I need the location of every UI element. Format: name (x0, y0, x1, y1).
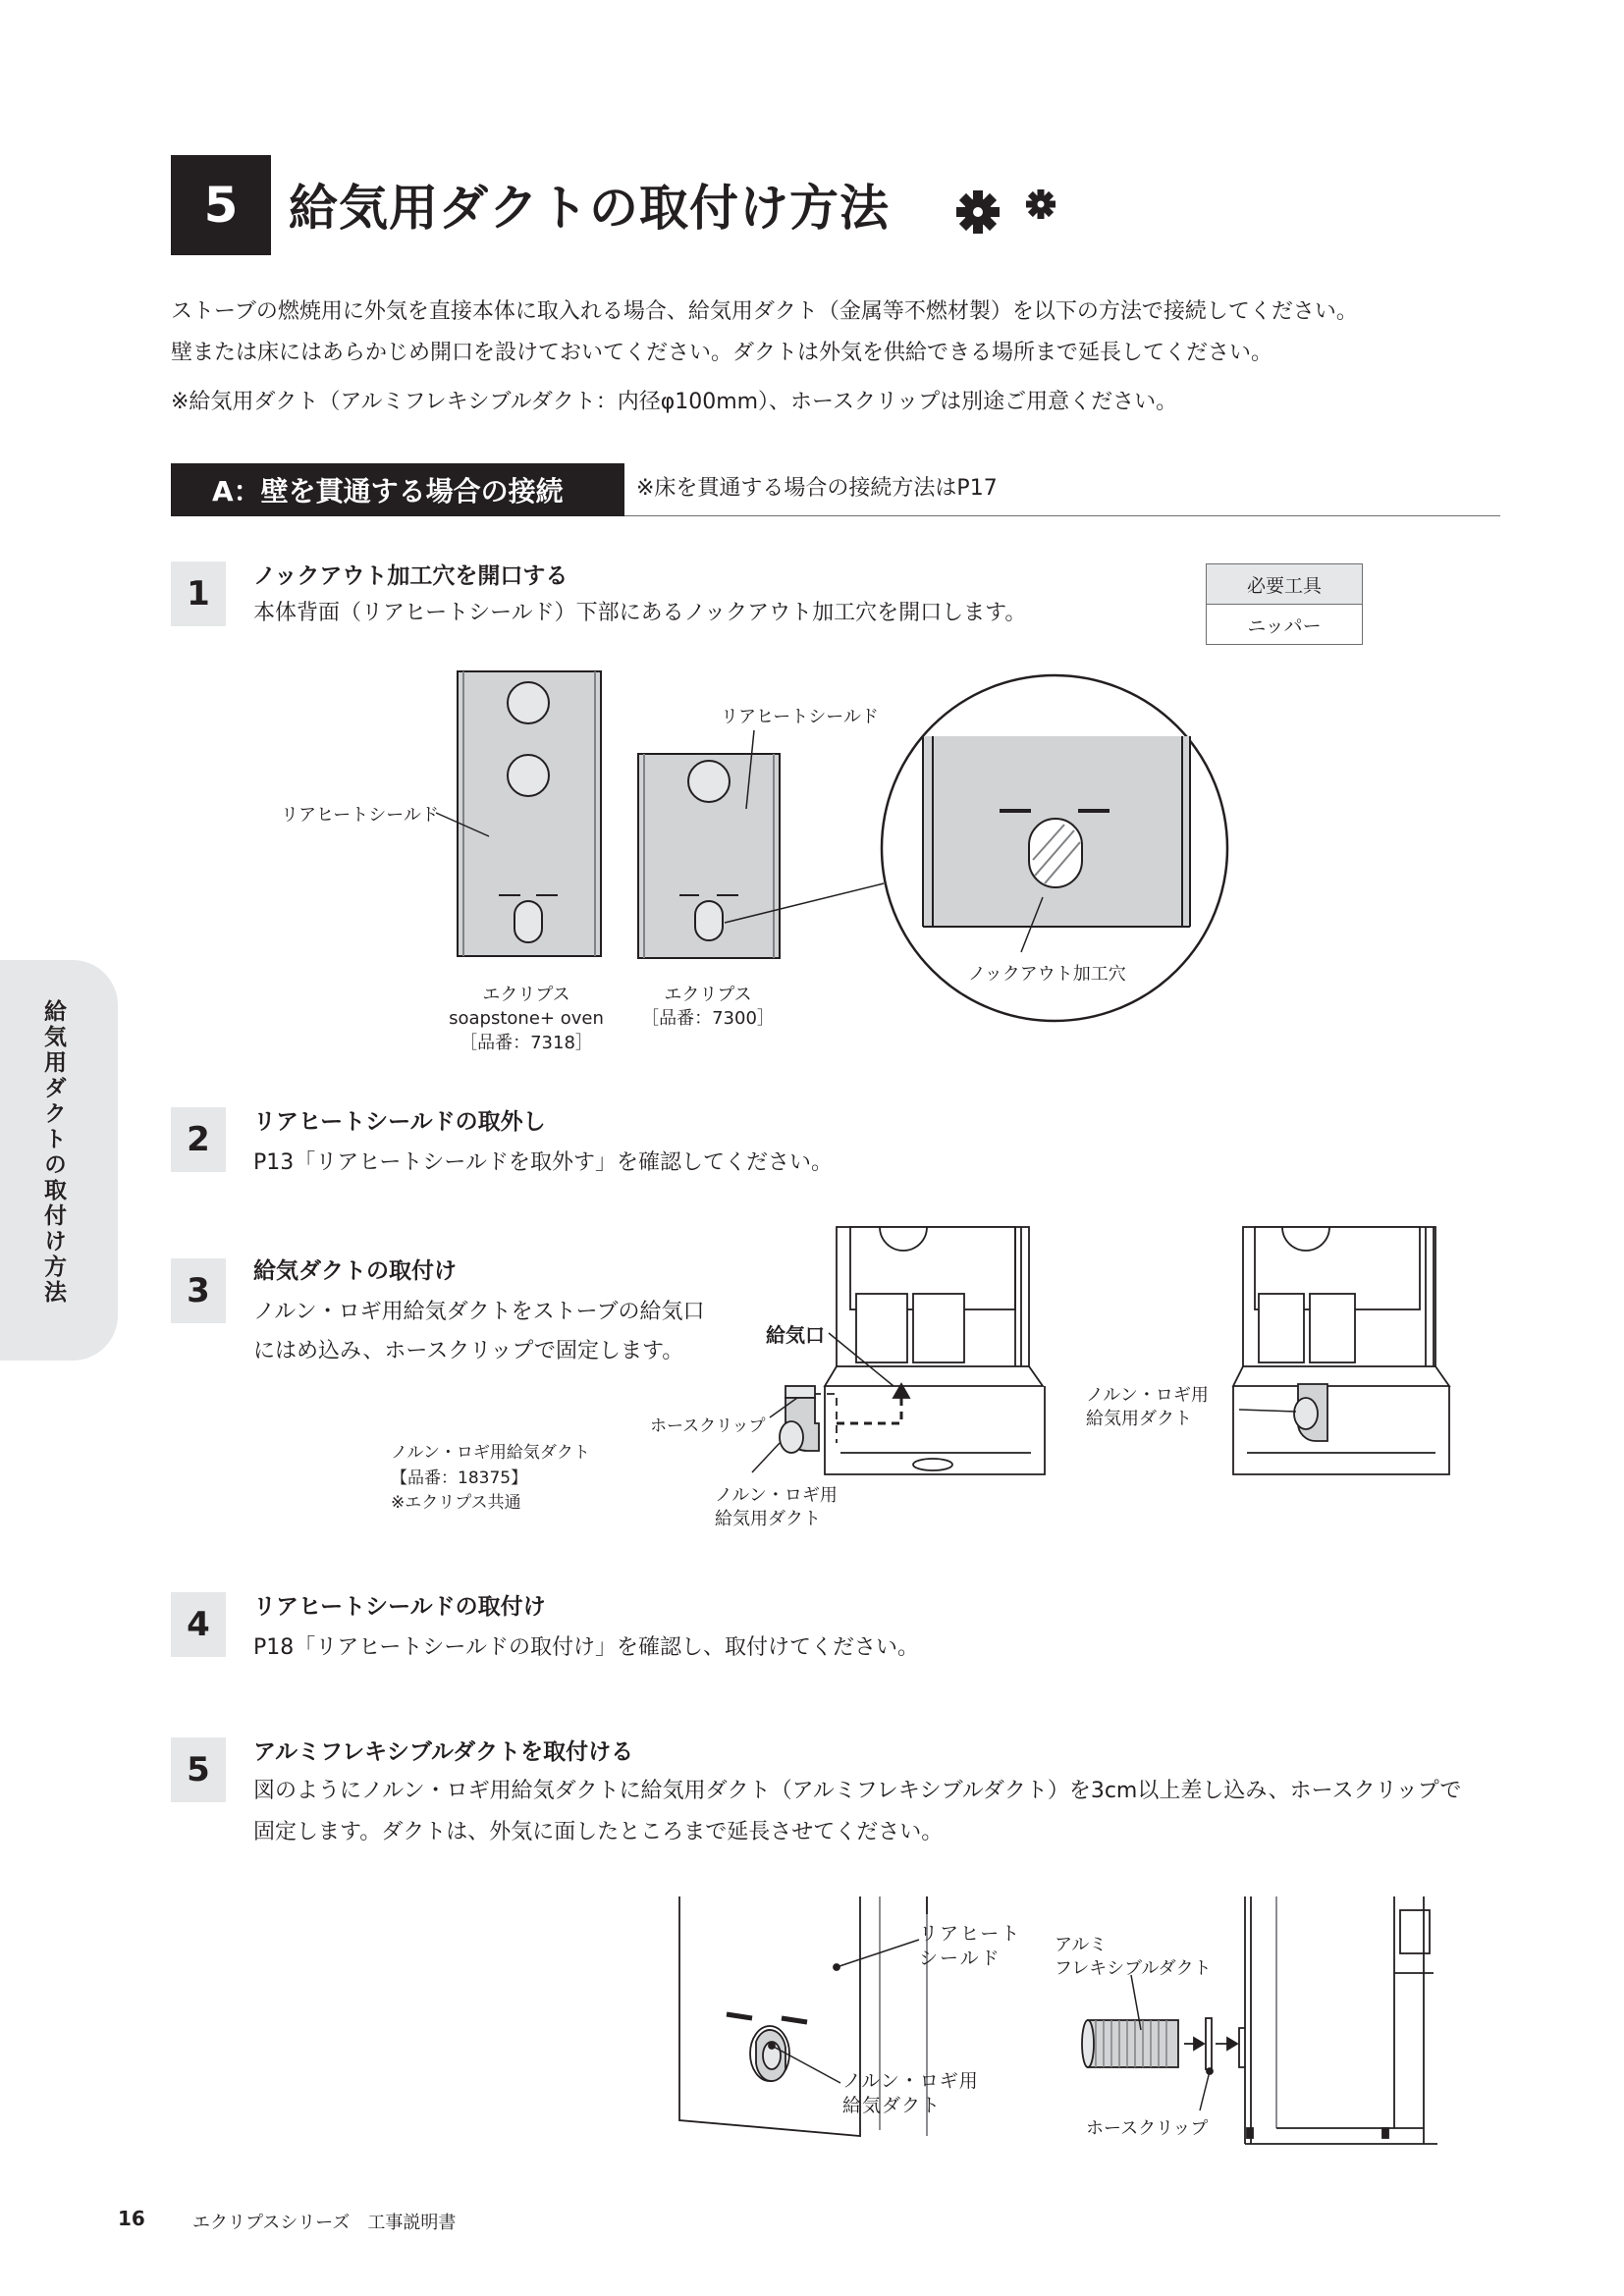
step-title-2: リアヒートシールドの取外し (253, 1109, 546, 1135)
required-tools-header: 必要工具 (1207, 564, 1362, 605)
label-rear-heat-shield-left: リアヒートシールド (281, 805, 439, 826)
label-duct-3: ノルン・ロギ用 給気用ダクト (715, 1485, 838, 1530)
label-rear-heat-shield-5: リアヒート シールド (919, 1923, 1022, 1969)
step-number-5: 5 (171, 1737, 226, 1802)
step-body-1: 本体背面（リアヒートシールド）下部にあるノックアウト加工穴を開口します。 (253, 601, 1027, 625)
model-label-7300: エクリプス ［品番：7300］ (641, 985, 775, 1030)
intro-line-1: ストーブの燃焼用に外気を直接本体に取入れる場合、給気用ダクト（金属等不燃材製）を以下の方法で接続してください。 (171, 299, 1358, 324)
intro-note: ※給気用ダクト（アルミフレキシブルダクト：内径φ100mm）、ホースクリップは別途ご用意ください。 (171, 390, 1178, 414)
step-number-4: 4 (171, 1592, 226, 1657)
step-number-3: 3 (171, 1258, 226, 1323)
label-duct-installed: ノルン・ロギ用 給気用ダクト (1086, 1385, 1209, 1430)
side-tab-label: 給気用ダクトの取付け方法 (40, 999, 66, 1306)
intro-line-2: 壁または床にはあらかじめ開口を設けておいてください。ダクトは外気を供給できる場所まで延長してください。 (171, 341, 1273, 365)
page-title: 給気用ダクトの取付け方法 (289, 180, 890, 237)
section-number: 5 (171, 155, 271, 255)
label-duct-5: ノルン・ロギ用 給気ダクト (842, 2070, 979, 2116)
subsection-note: ※床を貫通する場合の接続方法はP17 (636, 476, 998, 501)
step-number-1: 1 (171, 561, 226, 626)
document-title: エクリプスシリーズ 工事説明書 (192, 2213, 457, 2233)
step-title-3: 給気ダクトの取付け (253, 1258, 457, 1284)
step-body-4: P18「リアヒートシールドの取付け」を確認し、取付けてください。 (253, 1635, 919, 1660)
label-rear-heat-shield-mid: リアヒートシールド (721, 707, 879, 727)
label-hose-clip-3: ホースクリップ (650, 1416, 766, 1436)
step-body-2: P13「リアヒートシールドを取外す」を確認してください。 (253, 1150, 833, 1175)
product-info: ノルン・ロギ用給気ダクト 【品番：18375】 ※エクリプス共通 (391, 1443, 590, 1513)
step-number-2: 2 (171, 1107, 226, 1172)
step-body-5a: 図のようにノルン・ロギ用給気ダクトに給気用ダクト（アルミフレキシブルダクト）を3cm以上差し込み、ホースクリップで (253, 1779, 1462, 1803)
model-label-7318: エクリプス soapstone+ oven ［品番：7318］ (449, 985, 604, 1053)
label-knockout-hole: ノックアウト加工穴 (968, 964, 1126, 985)
label-hose-clip-5: ホースクリップ (1086, 2118, 1209, 2139)
label-aluminum-flex-duct: アルミ フレキシブルダクト (1055, 1935, 1212, 1980)
step-body-3a: ノルン・ロギ用給気ダクトをストーブの給気口 (253, 1300, 705, 1324)
step-title-1: ノックアウト加工穴を開口する (253, 563, 568, 589)
label-air-inlet: 給気口 (766, 1323, 825, 1347)
subsection-title: A：壁を貫通する場合の接続 (171, 463, 624, 516)
step-title-5: アルミフレキシブルダクトを取付ける (253, 1739, 634, 1765)
step-body-5b: 固定します。ダクトは、外気に面したところまで延長させてください。 (253, 1820, 944, 1844)
page-number: 16 (118, 2207, 145, 2230)
required-tool-item: ニッパー (1247, 614, 1322, 637)
step-body-3b: にはめ込み、ホースクリップで固定します。 (253, 1339, 684, 1363)
step-title-4: リアヒートシールドの取付け (253, 1594, 546, 1620)
